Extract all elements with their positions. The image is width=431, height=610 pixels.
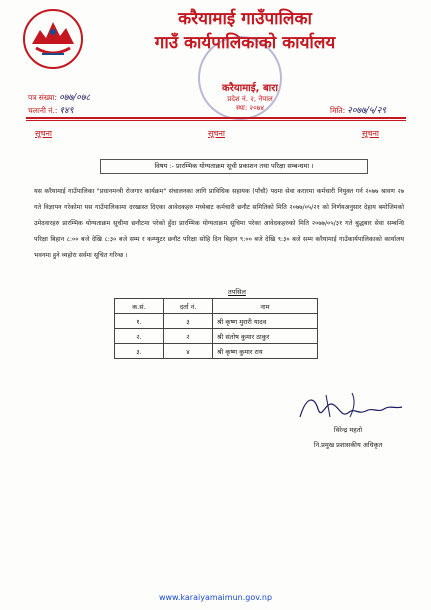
- dispatch-number-label: चलानी नं.:: [28, 106, 58, 115]
- header-divider-thin: [26, 120, 406, 121]
- header-reg-no: दर्ता नं.: [164, 299, 213, 314]
- cell-reg-no: ४: [164, 344, 213, 359]
- table-row: [115, 314, 318, 329]
- letter-date: [330, 103, 386, 116]
- header-name: नाम: [213, 299, 318, 314]
- notice-heading-center: सूचना: [208, 129, 225, 138]
- cell-name: श्री कृष्ण कुमार राय: [213, 344, 318, 359]
- cell-reg-no: २: [164, 329, 213, 344]
- notice-heading-right: सूचना: [362, 129, 379, 138]
- header-divider: [26, 117, 406, 119]
- cell-serial: १.: [115, 314, 164, 329]
- cell-serial: ३.: [115, 344, 164, 359]
- dispatch-number-value: १४९: [59, 106, 74, 116]
- website-link[interactable]: www.karaiyamaimun.gov.np: [158, 593, 273, 602]
- notice-body: यस करैयामाई गाउँपालिका "प्रधानमन्त्री रोजगार कार्यक्रम" संचालनका लागि प्राविधिक सहायक (पाँचौ) पदमा सेवा करारमा कर्मचारी नियुक्त गर्न २०७७ श्रावण २७ गते विज्ञापन गरेकोमा यस गाउँपालिकामा दरखास्त दिएका आवेदकहरु मध्येबाट कर्मचारी छनौट समितिको मिति २०७७/०५/२१ को निर्णयअनुसार देहाय बमोजिमको उमेदवारहरु प्रारम्भिक योग्यताक्रम सूचीमा छनौटमा परेको हुँदा प्रारम्भिक योग्यताक्रम सूचिमा परेका आवेदकहरुको मिति २०७७/०५/३१ गते बुद्धबार सेवा सम्बन्धि परिक्षा बिहान ८:०० बजे देखि ८:३० बजे सम्म र कम्प्युटर छनौट परिक्षा सोहि दिन बिहान ९:०० बजे देखि ९:३० बजे सम्म करैयामाई गाउँकार्यपालिकाको कार्यालय भवनमा हुने व्यहोरा सर्वमा सूचित गरिन्छ ।: [34, 188, 404, 260]
- letter-date-value: २०७७/५/२९: [347, 106, 386, 116]
- table-row: [115, 344, 318, 359]
- signatory-title: नि.प्रमुख प्रशासकीय अधिकृत: [313, 441, 383, 449]
- signatory-name: विरेन्द्र महतो: [333, 426, 363, 434]
- cell-serial: २.: [115, 329, 164, 344]
- handwritten-signature: [296, 387, 406, 427]
- notice-heading-left: सूचना: [35, 129, 52, 138]
- office-province: प्रदेश नं. २, नेपाल: [227, 95, 273, 103]
- letter-number-value: ०७७/०७८: [59, 93, 91, 103]
- letter-date-label: मिति:: [330, 106, 346, 115]
- cell-reg-no: ३: [164, 314, 213, 329]
- letter-number-label: पत्र संख्या:: [28, 93, 58, 102]
- candidate-table: [114, 298, 318, 359]
- table-row: [115, 329, 318, 344]
- table-caption: तपसिल: [228, 288, 246, 296]
- office-address: करैयामाई, बारा: [222, 83, 278, 94]
- cell-name: श्री संतोष कुमार ठाकुर: [213, 329, 318, 344]
- subject-line: विषय :- प्रारम्भिक योग्यताक्रम सूची प्रकाशन तथा परिक्षा सम्बन्धमा ।: [100, 159, 368, 174]
- letter-number: [28, 90, 90, 103]
- dispatch-number: [28, 103, 73, 116]
- table-header-row: [115, 299, 318, 314]
- office-title-line2: गाउँ कार्यपालिकाको कार्यालय: [154, 33, 336, 53]
- header-serial: क.सं.: [115, 299, 164, 314]
- office-title-line1: करैयामाई गाउँपालिका: [178, 9, 312, 29]
- nepal-emblem-logo: [22, 8, 84, 70]
- office-established: स्था: २०७४: [235, 104, 264, 112]
- cell-name: श्री कृष्ण मुरारी यादव: [213, 314, 318, 329]
